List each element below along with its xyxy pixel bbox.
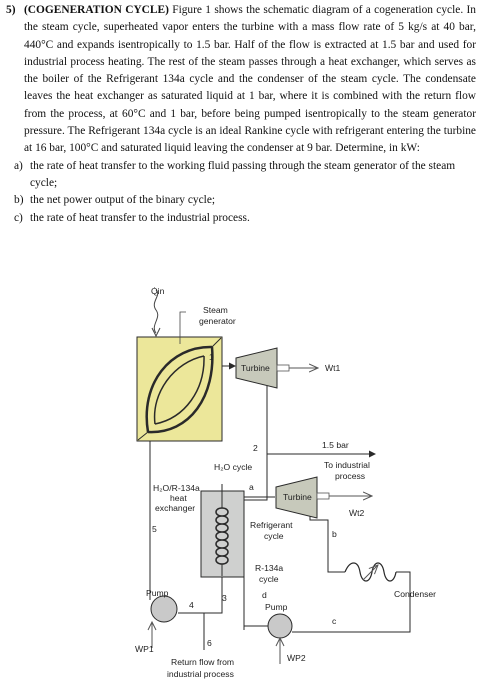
to-industrial-label-2: process [335,471,366,481]
problem-heading: (COGENERATION CYCLE) [24,4,169,16]
hx-label-2: heat [170,493,187,503]
question-b-text: the net power output of the binary cycle; [30,194,216,207]
question-a-label: a) [14,159,23,172]
heat-input-arrow [151,286,165,336]
question-a-text: the rate of heat transfer to the working fluid passing through the steam generator of the steam cycle; [30,159,456,189]
question-c-label: c) [14,211,23,224]
state-1-label: 1 [209,352,214,362]
pump-1-label: Pump [146,588,169,598]
pump-2-label: Pump [265,602,288,612]
return-flow-label-2: industrial process [167,669,234,679]
state-a-label: a [249,482,254,492]
line-state-b [310,516,345,572]
state-b-label: b [332,529,337,539]
pressure-label: 1.5 bar [322,440,349,450]
turbine-2 [276,477,372,518]
question-b-label: b) [14,194,24,207]
turbine-1 [236,348,340,388]
turbine-1-label: Turbine [241,363,270,373]
pump-2 [265,602,306,664]
w-p2-label: ẆP2 [287,653,306,663]
w-t2-label: Ẇt2 [349,508,365,518]
hx-label-1: H₂O/R-134a [153,483,200,493]
return-flow-label-1: Return flow from [171,657,235,667]
turbine-2-label: Turbine [283,492,312,502]
state-4-label: 4 [189,600,194,610]
steam-generator-label-2: generator [199,316,236,326]
problem-body: Figure 1 shows the schematic diagram of a cogeneration cycle. In the steam cycle, superheated vapor enters the turbine with a mass flow rate of 5 kg/s at 40 bar, 440°C and expands isentropically to 1.5 bar. Half of the flow is extracted at 1.5 bar and used for industrial process heating. The rest of the steam passes through a heat exchanger, which serves as the boiler of the Refrigerant 134a cycle and the condenser of the steam cycle. The condensate leaves the heat exchanger as saturated liquid at 1 bar, where it is combined with the return flow from the process, at 60°C and 1 bar, before being pumped isentropically to the steam generator pressure. The Refrigerant 134a cycle is an ideal Rankine cycle with refrigerant entering the turbine at 16 bar, 100°C and saturated liquid leaving the condenser at 9 bar. Determine, in kW: [24,4,476,155]
refrigerant-cycle-label-1: Refrigerant [250,520,293,530]
refrigerant-cycle-label-2: cycle [264,531,284,541]
condenser [345,563,436,599]
hx-label-3: exchanger [155,503,196,513]
line-state-3 [178,577,222,613]
question-c-text: the rate of heat transfer to the industrial process. [30,211,250,224]
state-5-label: 5 [152,524,157,534]
line-to-hx [244,454,267,500]
state-3-label: 3 [222,593,227,603]
r134a-cycle-label-1: R-134a [255,563,284,573]
state-2-label: 2 [253,443,258,453]
steam-generator-label-1: Steam [203,305,228,315]
pump-1 [135,588,177,654]
state-d-label: d [262,590,267,600]
heat-exchanger [201,491,244,577]
r134a-cycle-label-2: cycle [259,574,279,584]
w-p1-label: ẆP1 [135,644,154,654]
h2o-cycle-label: H₂O cycle [214,462,253,472]
w-t1-label: Ẇt1 [325,363,341,373]
steam-generator [137,305,236,441]
state-6-label: 6 [207,638,212,648]
q-in-label: Q̇in [151,286,165,296]
problem-number: 5) [6,4,16,16]
state-c-label: c [332,616,337,626]
to-industrial-label-1: To industrial [324,460,370,470]
condenser-label: Condenser [394,589,437,599]
